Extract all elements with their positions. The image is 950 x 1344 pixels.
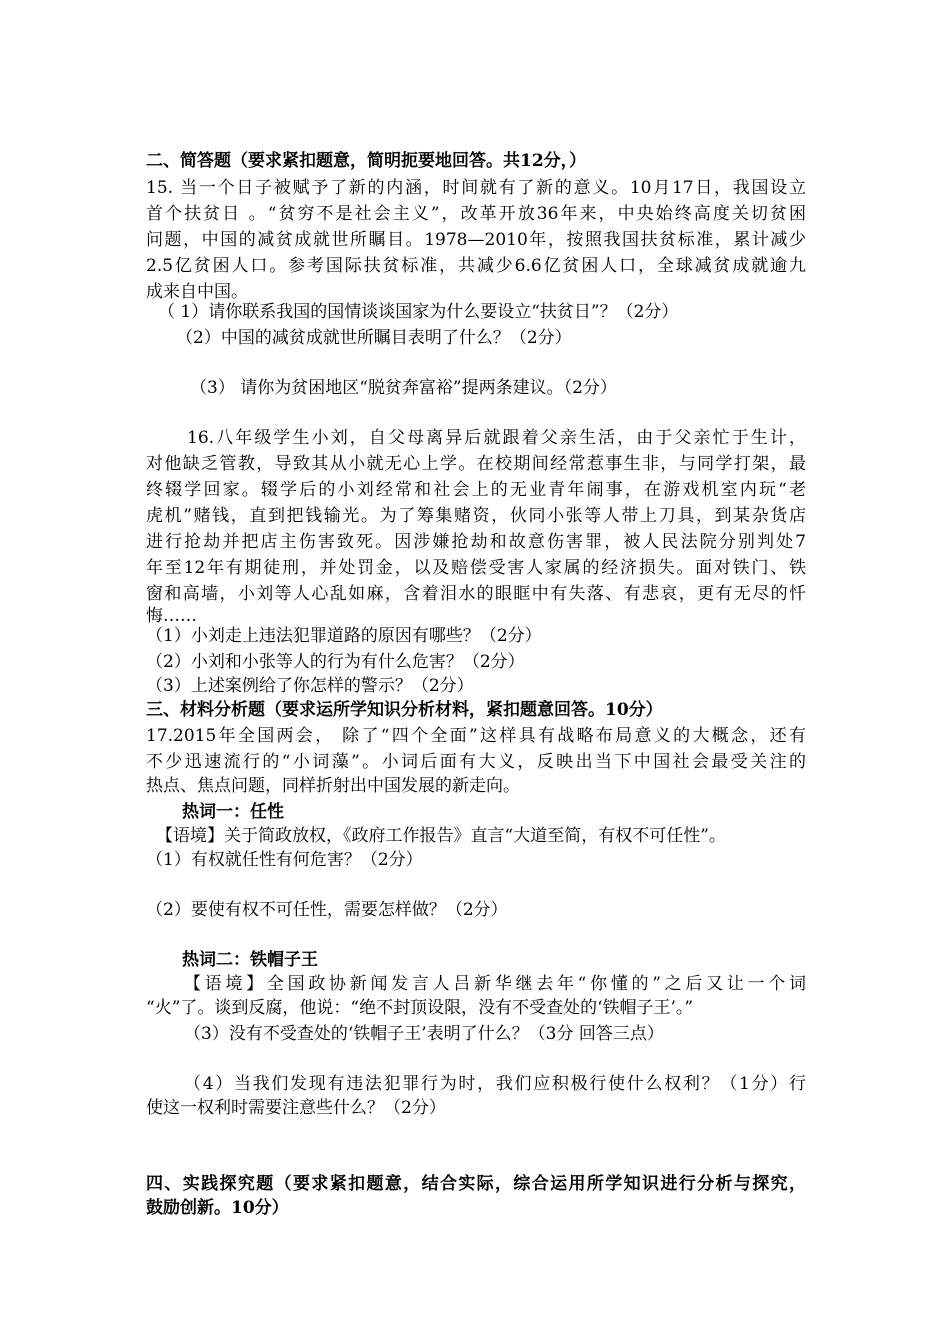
q16-sub-question-3: （3）上述案例给了你怎样的警示？（2分）: [146, 676, 474, 696]
q15-line-3: 问题，中国的减贫成就世所瞩目。1978—2010年，按照我国扶贫标准，累计减少: [146, 230, 806, 250]
hot-word-2-context-line-2: “火”了。谈到反腐，他说：“绝不封顶设限，没有不受查处的‘铁帽子王’。”: [146, 998, 694, 1018]
hot-word-2-context-line-1: 【语境】全国政协新闻发言人吕新华继去年“你懂的”之后又让一个词: [184, 974, 806, 994]
q16-line-7: 窗和高墙，小刘等人心乱如麻，含着泪水的眼眶中有失落、有悲哀，更有无尽的忏: [146, 584, 806, 604]
q15-line-4: 2.5亿贫困人口。参考国际扶贫标准，共减少6.6亿贫困人口，全球减贫成就逾九: [146, 256, 806, 276]
hot-word-2-question-4-line-1: （4）当我们发现有违法犯罪行为时，我们应积极行使什么权利？（1分）行: [184, 1074, 806, 1094]
hot-word-1-question-1: （1）有权就任性有何危害？（2分）: [146, 850, 423, 870]
q16-sub-question-1: （1）小刘走上违法犯罪道路的原因有哪些？（2分）: [146, 626, 542, 646]
hot-word-2-title: 热词二：铁帽子王: [182, 950, 318, 970]
q15-sub-question-3: （3） 请你为贫困地区“脱贫奔富裕”提两条建议。（2分）: [190, 378, 617, 398]
hot-word-1-title: 热词一：任性: [182, 802, 284, 822]
q15-line-5: 成来自中国。: [146, 282, 248, 302]
hot-word-2-question-3: （3）没有不受查处的‘铁帽子王’表明了什么？（3分 回答三点）: [184, 1024, 664, 1044]
section4-heading-line-2: 鼓励创新。10分）: [146, 1198, 289, 1218]
q15-line-2: 首个扶贫日 。“贫穷不是社会主义”，改革开放36年来，中央始终高度关切贫困: [146, 204, 806, 224]
hot-word-1-context: 【语境】关于简政放权，《政府工作报告》直言“大道至简，有权不可任性”。: [156, 826, 726, 846]
q15-sub-question-1: （ 1）请你联系我国的国情谈谈国家为什么要设立“扶贫日”？（2分）: [158, 302, 679, 322]
q17-line-2: 不少迅速流行的“小词藻”。小词后面有大义，反映出当下中国社会最受关注的: [146, 752, 806, 772]
q17-line-1: 17.2015年全国两会， 除了“四个全面”这样具有战略布局意义的大概念，还有: [146, 726, 806, 746]
q16-line-1: 16.八年级学生小刘，自父母离异后就跟着父亲生活，由于父亲忙于生计，: [187, 428, 806, 448]
q16-line-4: 虎机”赌钱，直到把钱输光。为了筹集赌资，伙同小张等人带上刀具，到某杂货店: [146, 506, 806, 526]
q16-line-8: 悔……: [146, 606, 197, 626]
q16-line-2: 对他缺乏管教，导致其从小就无心上学。在校期间经常惹事生非，与同学打架，最: [146, 454, 806, 474]
q15-sub-question-2: （2）中国的减贫成就世所瞩目表明了什么？（2分）: [176, 328, 572, 348]
section2-heading: 二、简答题（要求紧扣题意，简明扼要地回答。共12分，）: [146, 151, 587, 171]
q16-line-6: 年至12年有期徒刑，并处罚金，以及赔偿受害人家属的经济损失。面对铁门、铁: [146, 558, 806, 578]
section4-heading-line-1: 四、实践探究题（要求紧扣题意，结合实际，综合运用所学知识进行分析与探究，: [146, 1174, 806, 1194]
q15-line-1: 15. 当一个日子被赋予了新的内涵，时间就有了新的意义。10月17日，我国设立: [146, 178, 806, 198]
hot-word-2-question-4-line-2: 使这一权利时需要注意些什么？（2分）: [146, 1098, 446, 1118]
section3-heading: 三、材料分析题（要求运所学知识分析材料，紧扣题意回答。10分）: [146, 700, 663, 720]
q16-line-5: 进行抢劫并把店主伤害致死。因涉嫌抢劫和故意伤害罪，被人民法院分别判处7: [146, 532, 806, 552]
q16-sub-question-2: （2）小刘和小张等人的行为有什么危害？（2分）: [146, 652, 525, 672]
q16-line-3: 终辍学回家。辍学后的小刘经常和社会上的无业青年闹事，在游戏机室内玩“老: [146, 480, 806, 500]
q17-line-3: 热点、焦点问题，同样折射出中国发展的新走向。: [146, 776, 520, 796]
hot-word-1-question-2: （2）要使有权不可任性，需要怎样做？（2分）: [146, 900, 508, 920]
